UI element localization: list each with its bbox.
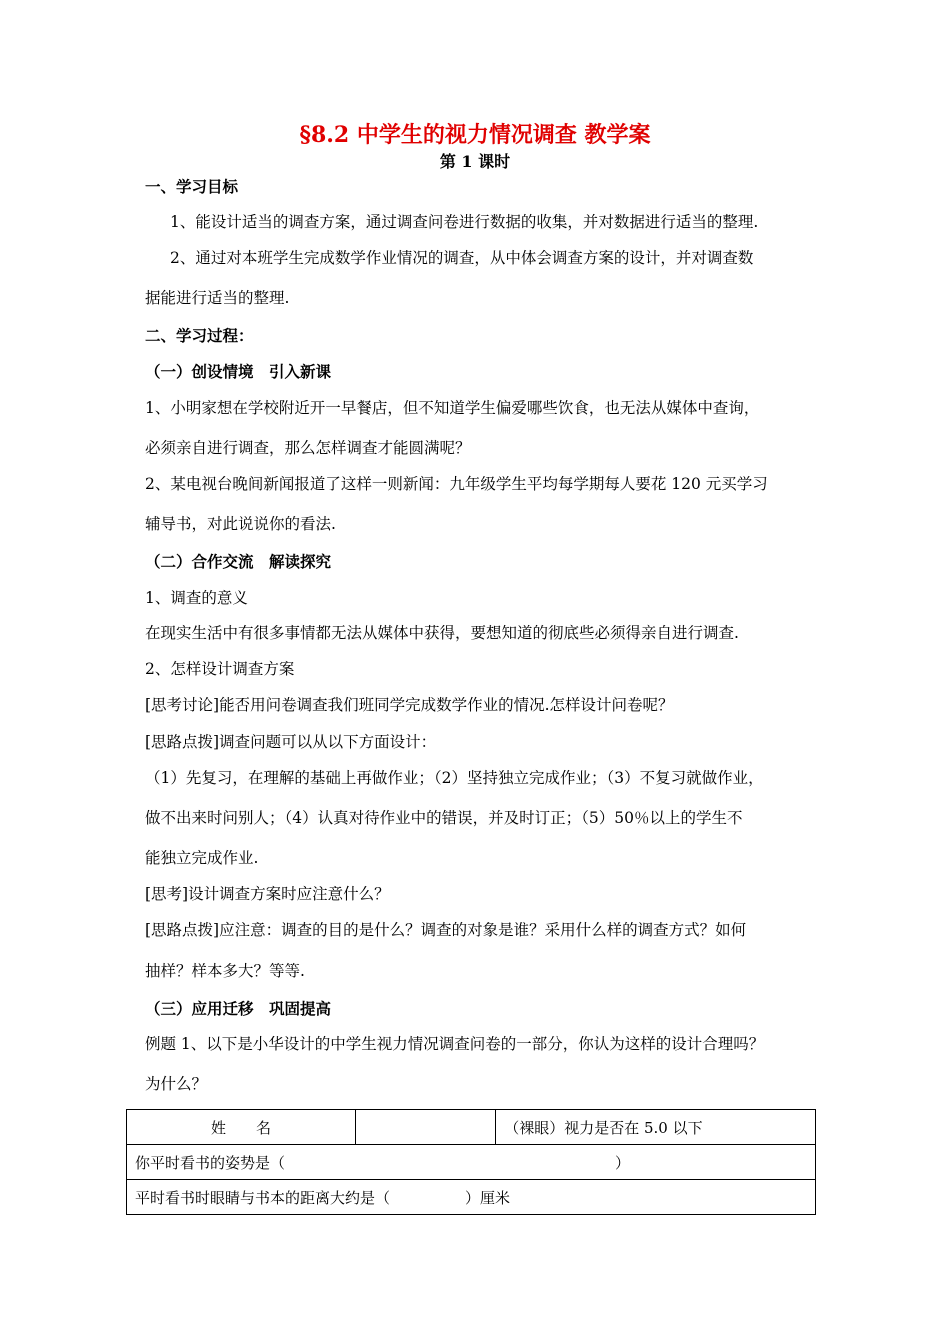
section-1-heading: （一）创设情境 引入新课 <box>145 362 332 381</box>
goal-1: 1、能设计适当的调查方案，通过调查问卷进行数据的收集，并对数据进行适当的整理. <box>170 213 759 231</box>
paragraph: 辅导书，对此说说你的看法. <box>145 515 336 533</box>
goal-2: 2、通过对本班学生完成数学作业情况的调查，从中体会调查方案的设计，并对调查数 <box>170 249 754 267</box>
paragraph: 在现实生活中有很多事情都无法从媒体中获得，要想知道的彻底些必须得亲自进行调查. <box>145 624 739 642</box>
name-label-cell: 姓 名 <box>127 1110 356 1145</box>
paragraph: [思路点拨]调查问题可以从以下方面设计： <box>145 733 437 751</box>
posture-question-cell: 你平时看书的姿势是（ ） <box>127 1145 816 1180</box>
paragraph: 例题 1、以下是小华设计的中学生视力情况调查问卷的一部分，你认为这样的设计合理吗？ <box>145 1035 765 1053</box>
paragraph: 1、调查的意义 <box>145 589 248 607</box>
paragraph: 1、小明家想在学校附近开一早餐店，但不知道学生偏爱哪些饮食，也无法从媒体中查询， <box>145 399 760 417</box>
paragraph: 为什么？ <box>145 1075 208 1093</box>
name-value-cell <box>355 1110 495 1145</box>
paragraph: 抽样？样本多大？等等. <box>145 962 305 980</box>
table-row <box>127 1110 816 1145</box>
paragraph: （1）先复习，在理解的基础上再做作业；（2）坚持独立完成作业；（3）不复习就做作业， <box>145 769 764 787</box>
heading-process: 二、学习过程： <box>145 326 254 345</box>
paragraph: [思考]设计调查方案时应注意什么？ <box>145 885 390 903</box>
paragraph: [思考讨论]能否用问卷调查我们班同学完成数学作业的情况.怎样设计问卷呢？ <box>145 696 674 714</box>
paragraph: 2、某电视台晚间新闻报道了这样一则新闻：九年级学生平均每学期每人要花 120 元买学习 <box>145 475 768 493</box>
paragraph: 必须亲自进行调查，那么怎样调查才能圆满呢？ <box>145 439 471 457</box>
paragraph: 2、怎样设计调查方案 <box>145 660 295 678</box>
vision-question-cell: （裸眼）视力是否在 5.0 以下 <box>496 1110 816 1145</box>
table-row <box>127 1145 816 1180</box>
heading-goals: 一、学习目标 <box>145 177 239 196</box>
section-2-heading: （二）合作交流 解读探究 <box>145 552 332 571</box>
paragraph: 能独立完成作业. <box>145 849 259 867</box>
goal-2-cont: 据能进行适当的整理. <box>145 289 290 307</box>
doc-title: §8.2 中学生的视力情况调查 教学案 <box>299 122 651 148</box>
table-row <box>127 1180 816 1215</box>
paragraph: 做不出来时问别人；（4）认真对待作业中的错误，并及时订正；（5）50％以上的学生不 <box>145 809 743 827</box>
distance-question-cell: 平时看书时眼睛与书本的距离大约是（ ）厘米 <box>127 1180 816 1215</box>
section-3-heading: （三）应用迁移 巩固提高 <box>145 999 332 1018</box>
paragraph: [思路点拨]应注意：调查的目的是什么？调查的对象是谁？采用什么样的调查方式？如何 <box>145 921 747 939</box>
doc-subtitle: 第 1 课时 <box>439 152 511 171</box>
survey-table <box>126 1109 816 1215</box>
